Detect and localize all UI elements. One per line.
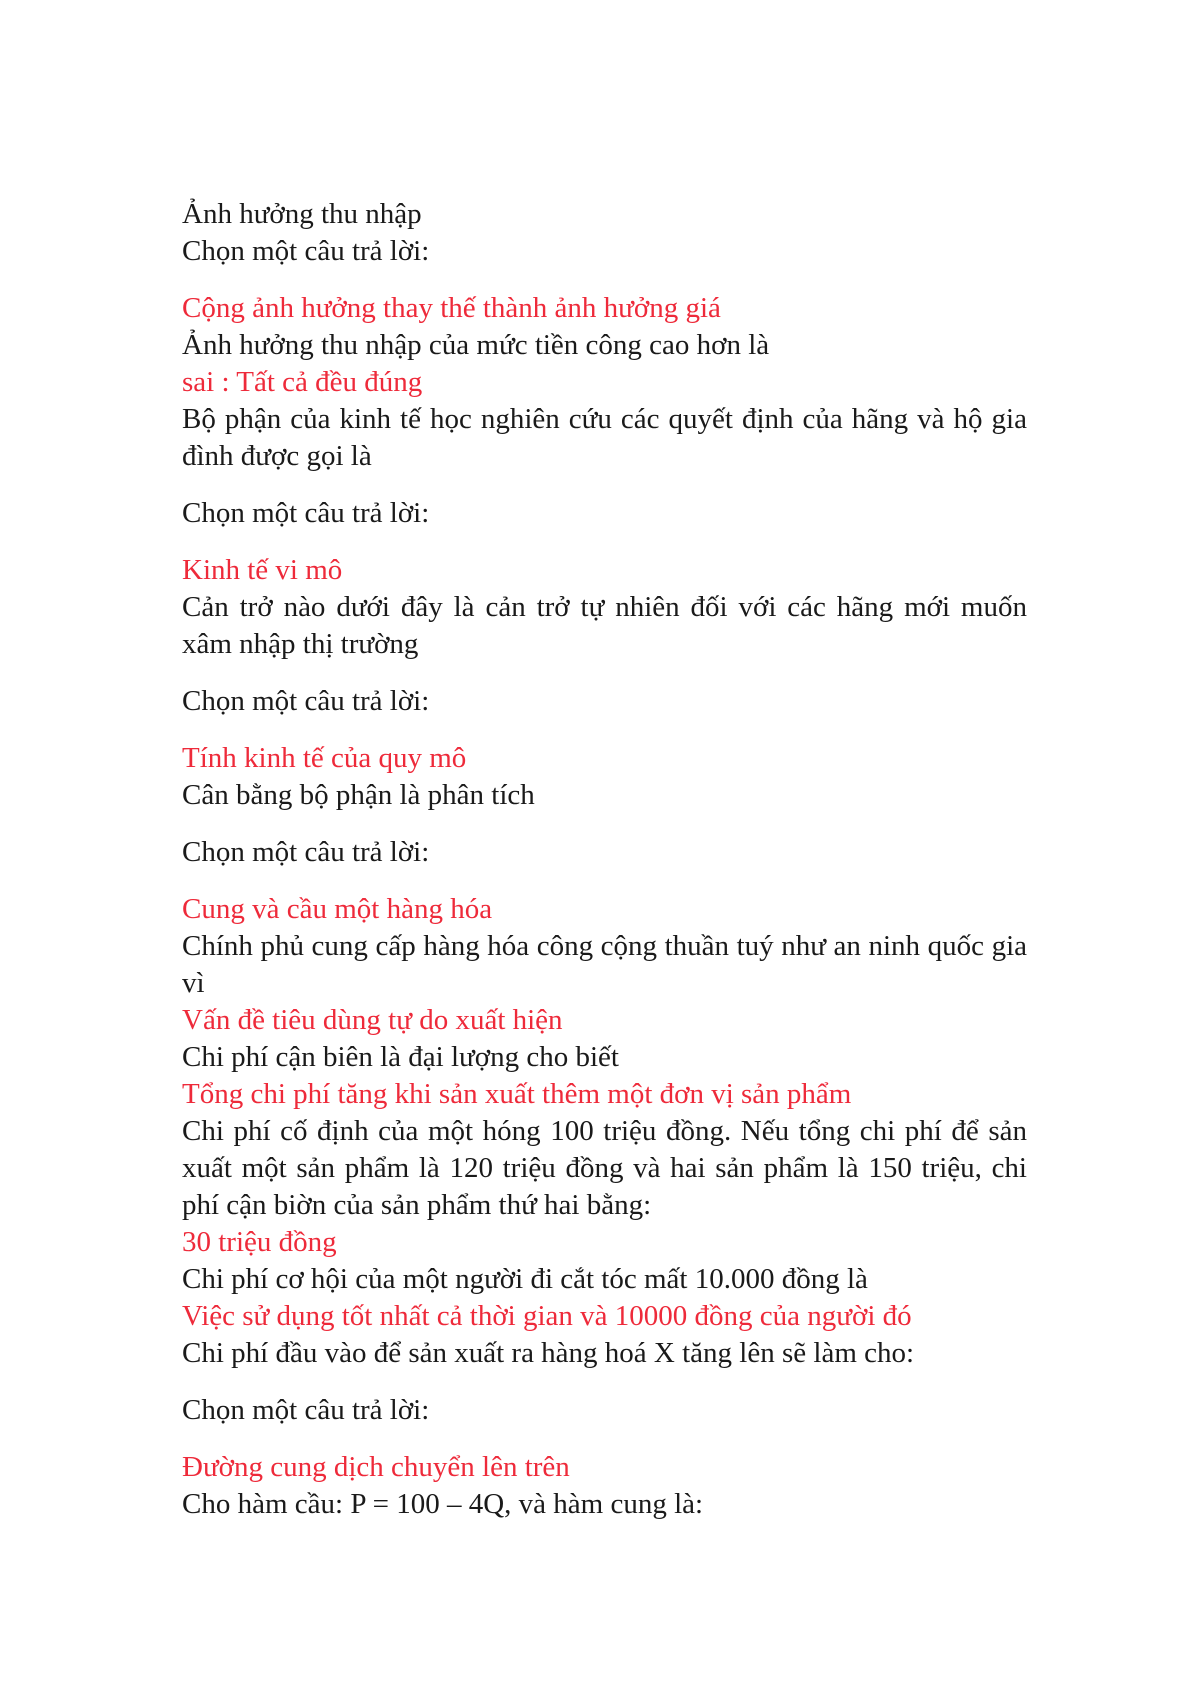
- answer-text: Đường cung dịch chuyển lên trên: [182, 1451, 570, 1483]
- question-text: Ảnh hưởng thu nhập của mức tiền công cao hơn là: [182, 329, 770, 361]
- answer-text: Tổng chi phí tăng khi sản xuất thêm một đơn vị sản phẩm: [182, 1078, 852, 1110]
- choose-answer-prompt: Chọn một câu trả lời:: [182, 235, 430, 267]
- question-text: Ảnh hưởng thu nhập: [182, 198, 422, 230]
- question-text: Chính phủ cung cấp hàng hóa công cộng thuần tuý như an ninh quốc gia vì: [182, 930, 1027, 999]
- choose-answer-prompt: Chọn một câu trả lời:: [182, 685, 430, 717]
- answer-text: Cung và cầu một hàng hóa: [182, 893, 493, 925]
- answer-text: Cộng ảnh hưởng thay thế thành ảnh hưởng giá: [182, 292, 721, 324]
- question-text: Chi phí cận biên là đại lượng cho biết: [182, 1041, 619, 1073]
- question-text: Cản trở nào dưới đây là cản trở tự nhiên đối với các hãng mới muốn xâm nhập thị trường: [182, 591, 1027, 660]
- answer-text: Vấn đề tiêu dùng tự do xuất hiện: [182, 1004, 563, 1036]
- choose-answer-prompt: Chọn một câu trả lời:: [182, 1394, 430, 1426]
- answer-text: Kinh tế vi mô: [182, 554, 343, 586]
- question-text: Cân bằng bộ phận là phân tích: [182, 779, 535, 811]
- document-page: [182, 196, 1027, 1523]
- question-text: Chi phí đầu vào để sản xuất ra hàng hoá X tăng lên sẽ làm cho:: [182, 1337, 915, 1369]
- answer-text: Việc sử dụng tốt nhất cả thời gian và 10000 đồng của người đó: [182, 1300, 912, 1332]
- question-text: Chi phí cố định của một hóng 100 triệu đồng. Nếu tổng chi phí để sản xuất một sản phẩm là 120 triệu đồng và hai sản phẩm là 150 triệu, chi phí cận biờn của sản phẩm thứ hai bằng:: [182, 1115, 1027, 1221]
- answer-text: sai : Tất cả đều đúng: [182, 366, 423, 398]
- question-text: Chi phí cơ hội của một người đi cắt tóc mất 10.000 đồng là: [182, 1263, 868, 1295]
- answer-text: Tính kinh tế của quy mô: [182, 742, 467, 774]
- choose-answer-prompt: Chọn một câu trả lời:: [182, 497, 430, 529]
- answer-text: 30 triệu đồng: [182, 1226, 337, 1258]
- question-text: Bộ phận của kinh tế học nghiên cứu các quyết định của hãng và hộ gia đình được gọi là: [182, 403, 1027, 472]
- choose-answer-prompt: Chọn một câu trả lời:: [182, 836, 430, 868]
- question-text: Cho hàm cầu: P = 100 – 4Q, và hàm cung là:: [182, 1488, 704, 1520]
